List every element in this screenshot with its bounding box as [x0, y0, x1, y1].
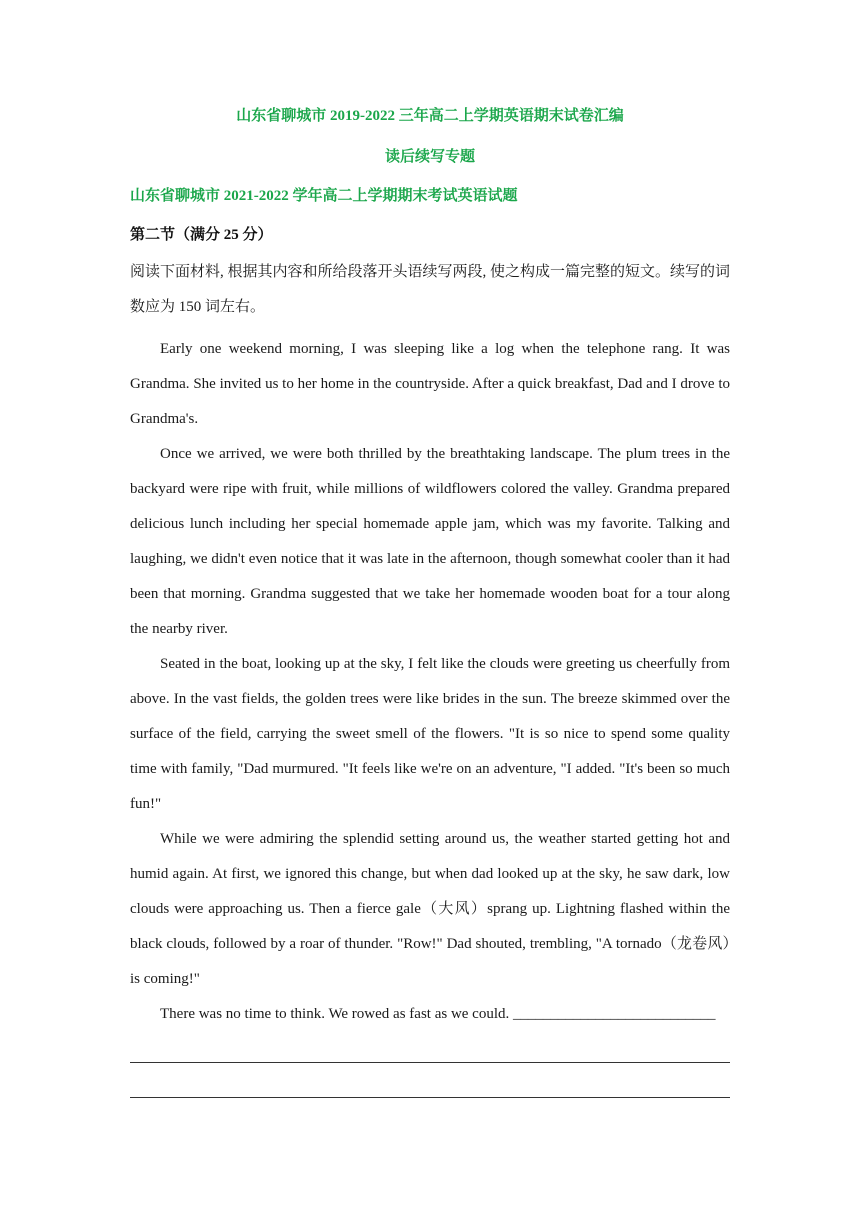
answer-line — [130, 1062, 730, 1063]
story-paragraph-3: Seated in the boat, looking up at the sky, I felt like the clouds were greeting us cheerfully from above. In the vast fields, the golden trees were like brides in the sun. The breeze skimmed over the surface of the field, carrying the sweet smell of the flowers. "It is so nice to spend some quality time with family, "Dad murmured. "It feels like we're on an adventure, "I added. "It's been so much fun!" — [130, 656, 730, 812]
exam-title: 山东省聊城市 2021-2022 学年高二上学期期末考试英语试题 — [130, 188, 518, 204]
section-instruction: 阅读下面材料, 根据其内容和所给段落开头语续写两段, 使之构成一篇完整的短文。续写的词数应为 150 词左右。 — [130, 264, 731, 315]
story-text — [130, 332, 730, 1032]
answer-line — [130, 1097, 730, 1098]
story-paragraph-2: Once we arrived, we were both thrilled by the breathtaking landscape. The plum trees in the backyard were ripe with fruit, while millions of wildflowers colored the valley. Grandma prepared delicious lunch including her special homemade apple jam, which was my favorite. Talking and laughing, we didn't even notice that it was late in the afternoon, though somewhat cooler than it had been that morning. Grandma suggested that we take her homemade wooden boat for a tour along the nearby river. — [130, 446, 730, 637]
document-subtitle: 读后续写专题 — [384, 149, 475, 165]
story-paragraph-5: There was no time to think. We rowed as fast as we could. ___________________________ — [160, 1006, 716, 1022]
section-label: 第二节（满分 25 分） — [130, 227, 273, 243]
document-title: 山东省聊城市 2019-2022 三年高二上学期英语期末试卷汇编 — [236, 108, 624, 124]
story-paragraph-1: Early one weekend morning, I was sleeping like a log when the telephone rang. It was Grandma. She invited us to her home in the countryside. After a quick breakfast, Dad and I drove to Grandma's. — [130, 341, 730, 427]
story-paragraph-4: While we were admiring the splendid setting around us, the weather started getting hot and humid again. At first, we ignored this change, but when dad looked up at the sky, he saw dark, low clouds were approaching us. Then a fierce gale（大风）sprang up. Lightning flashed within the black clouds, followed by a roar of thunder. "Row!" Dad shouted, trembling, "A tornado（龙卷风）is coming!" — [130, 831, 730, 987]
